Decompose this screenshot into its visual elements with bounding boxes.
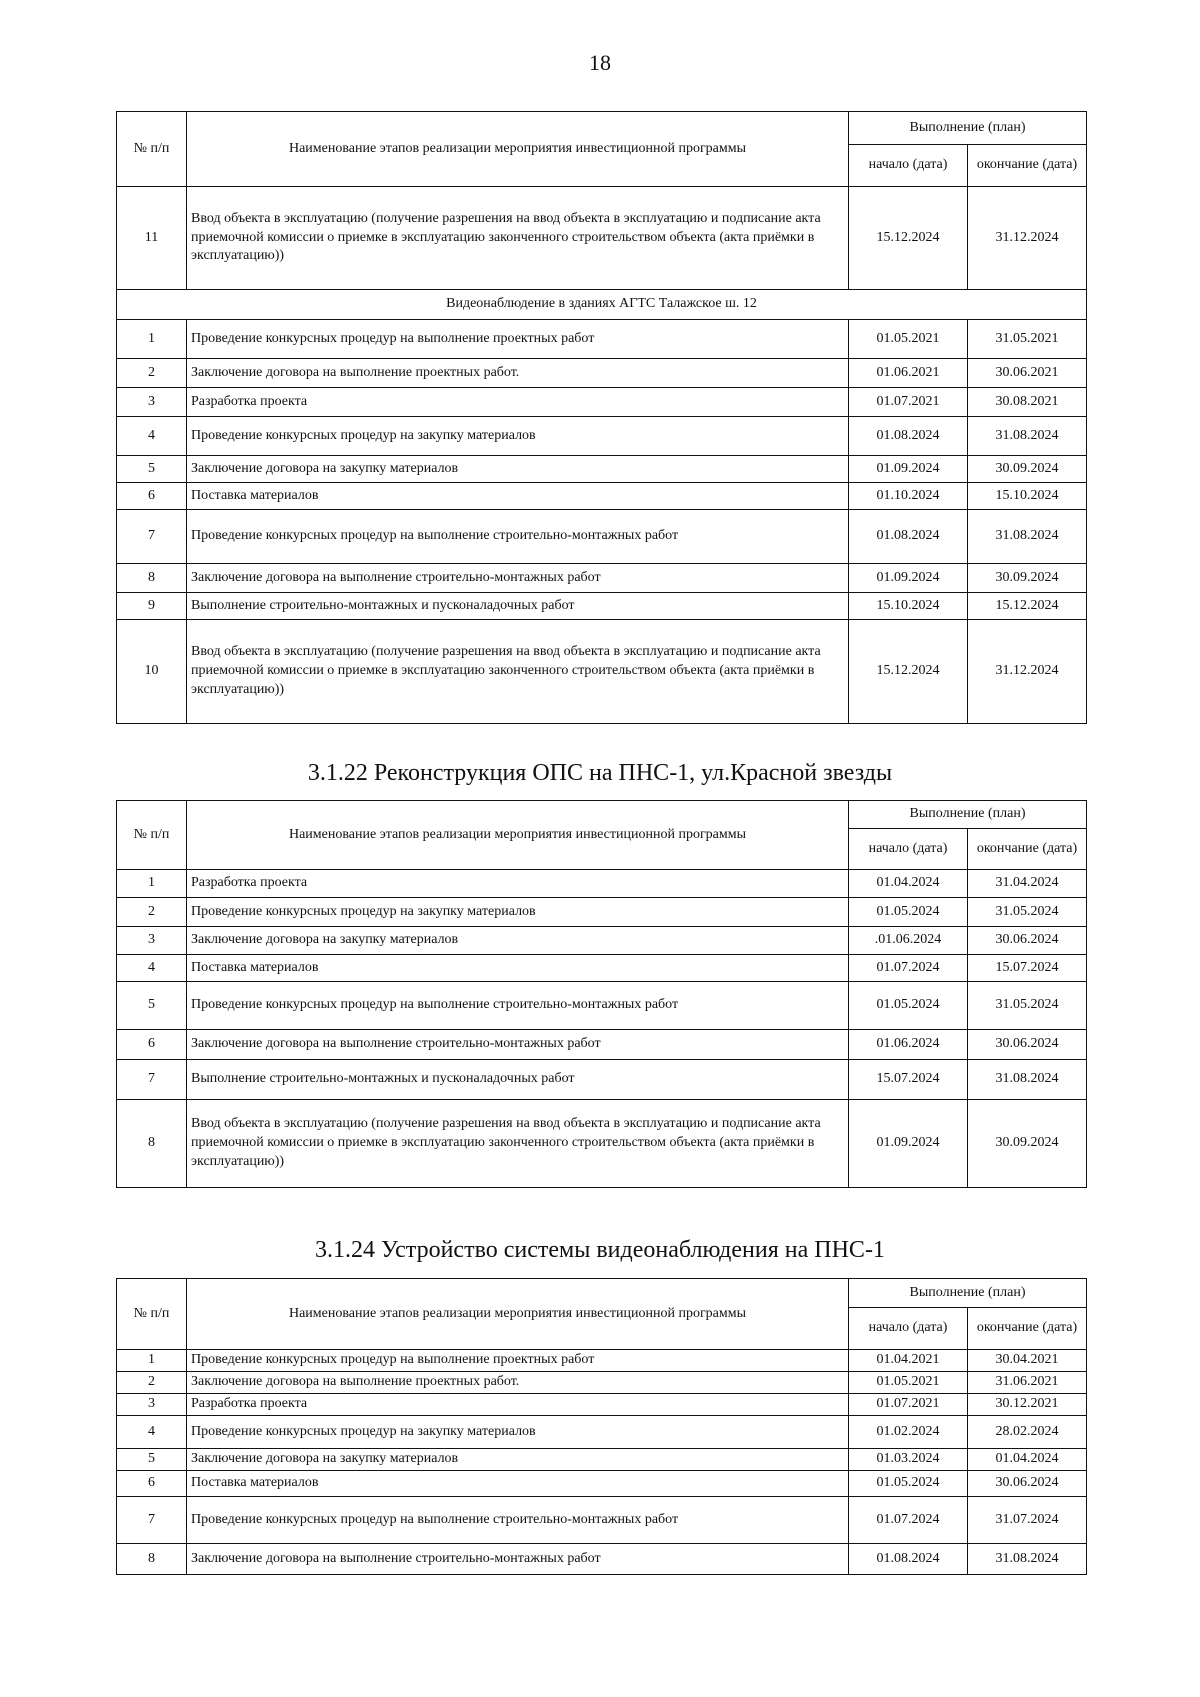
- row-number: 6: [117, 1471, 187, 1497]
- row-number: 2: [117, 1372, 187, 1394]
- start-date: 01.05.2024: [849, 898, 968, 927]
- start-date: 01.05.2021: [849, 1372, 968, 1394]
- row-number: 9: [117, 593, 187, 620]
- stages-table-ops-reconstruction: [116, 800, 1087, 1188]
- section-title: 3.1.24 Устройство системы видеонаблюдения на ПНС-1: [315, 1237, 885, 1263]
- start-date: 01.07.2021: [849, 1394, 968, 1416]
- row-number: 3: [117, 1394, 187, 1416]
- group-title: Видеонаблюдение в зданиях АГТС Талажское ш. 12: [117, 290, 1087, 320]
- col-header-no: № п/п: [117, 801, 187, 870]
- row-number: 2: [117, 898, 187, 927]
- row-number: 1: [117, 320, 187, 359]
- table-row: [117, 898, 1087, 927]
- stage-name: Проведение конкурсных процедур на выполнение проектных работ: [187, 320, 849, 359]
- table-row: [117, 1060, 1087, 1100]
- stage-name: Заключение договора на закупку материалов: [187, 456, 849, 483]
- end-date: 31.08.2024: [968, 510, 1087, 564]
- stage-name: Ввод объекта в эксплуатацию (получение разрешения на ввод объекта в эксплуатацию и подписание акта приемочной комиссии о приемке в эксплуатацию законченного строительством объекта (акта приёмки в эксплуатацию)): [187, 1100, 849, 1188]
- stage-name: Заключение договора на закупку материалов: [187, 927, 849, 955]
- table-row: [117, 564, 1087, 593]
- end-date: 15.07.2024: [968, 955, 1087, 982]
- table-row: [117, 1416, 1087, 1449]
- start-date: 01.08.2024: [849, 510, 968, 564]
- col-header-execution: Выполнение (план): [849, 112, 1087, 145]
- end-date: 31.12.2024: [968, 620, 1087, 724]
- stage-name: Проведение конкурсных процедур на выполнение проектных работ: [187, 1350, 849, 1372]
- end-date: 31.05.2024: [968, 982, 1087, 1030]
- table-row: [117, 417, 1087, 456]
- end-date: 31.06.2021: [968, 1372, 1087, 1394]
- row-number: 1: [117, 870, 187, 898]
- stage-name: Заключение договора на выполнение строительно-монтажных работ: [187, 1544, 849, 1575]
- table-row: [117, 1372, 1087, 1394]
- row-number: 4: [117, 1416, 187, 1449]
- table-row: [117, 456, 1087, 483]
- table-row: [117, 1350, 1087, 1372]
- start-date: 01.06.2021: [849, 359, 968, 388]
- col-header-no: № п/п: [117, 112, 187, 187]
- end-date: 31.07.2024: [968, 1497, 1087, 1544]
- start-date: 01.08.2024: [849, 1544, 968, 1575]
- table-row: [117, 187, 1087, 290]
- col-header-name: Наименование этапов реализации мероприятия инвестиционной программы: [187, 1279, 849, 1350]
- start-date: 15.12.2024: [849, 187, 968, 290]
- start-date: 01.06.2024: [849, 1030, 968, 1060]
- row-number: 7: [117, 1060, 187, 1100]
- start-date: 01.07.2021: [849, 388, 968, 417]
- table-row: [117, 388, 1087, 417]
- row-number: 4: [117, 417, 187, 456]
- stage-name: Проведение конкурсных процедур на закупку материалов: [187, 417, 849, 456]
- stage-name: Заключение договора на закупку материалов: [187, 1449, 849, 1471]
- end-date: 28.02.2024: [968, 1416, 1087, 1449]
- group-row: [117, 290, 1087, 320]
- row-number: 5: [117, 982, 187, 1030]
- stage-name: Разработка проекта: [187, 388, 849, 417]
- table-row: [117, 955, 1087, 982]
- table-row: [117, 1394, 1087, 1416]
- table-row: [117, 927, 1087, 955]
- start-date: 01.09.2024: [849, 456, 968, 483]
- stage-name: Поставка материалов: [187, 1471, 849, 1497]
- end-date: 31.08.2024: [968, 417, 1087, 456]
- stage-name: Поставка материалов: [187, 955, 849, 982]
- stage-name: Заключение договора на выполнение строительно-монтажных работ: [187, 1030, 849, 1060]
- col-header-execution: Выполнение (план): [849, 1279, 1087, 1308]
- row-number: 7: [117, 1497, 187, 1544]
- start-date: .01.06.2024: [849, 927, 968, 955]
- start-date: 01.04.2021: [849, 1350, 968, 1372]
- table-row: [117, 510, 1087, 564]
- col-header-name: Наименование этапов реализации мероприятия инвестиционной программы: [187, 112, 849, 187]
- end-date: 30.09.2024: [968, 564, 1087, 593]
- end-date: 30.12.2021: [968, 1394, 1087, 1416]
- start-date: 01.07.2024: [849, 955, 968, 982]
- start-date: 01.08.2024: [849, 417, 968, 456]
- start-date: 01.09.2024: [849, 564, 968, 593]
- start-date: 15.10.2024: [849, 593, 968, 620]
- col-header-start: начало (дата): [849, 1308, 968, 1350]
- start-date: 01.09.2024: [849, 1100, 968, 1188]
- end-date: 30.06.2024: [968, 1471, 1087, 1497]
- stage-name: Разработка проекта: [187, 1394, 849, 1416]
- end-date: 31.12.2024: [968, 187, 1087, 290]
- start-date: 15.07.2024: [849, 1060, 968, 1100]
- section-title: 3.1.22 Реконструкция ОПС на ПНС-1, ул.Красной звезды: [307, 760, 893, 786]
- start-date: 01.03.2024: [849, 1449, 968, 1471]
- row-number: 5: [117, 456, 187, 483]
- col-header-start: начало (дата): [849, 145, 968, 187]
- end-date: 30.04.2021: [968, 1350, 1087, 1372]
- col-header-end: окончание (дата): [968, 1308, 1087, 1350]
- row-number: 7: [117, 510, 187, 564]
- start-date: 15.12.2024: [849, 620, 968, 724]
- end-date: 30.06.2021: [968, 359, 1087, 388]
- row-number: 8: [117, 1100, 187, 1188]
- table-row: [117, 1100, 1087, 1188]
- row-number: 10: [117, 620, 187, 724]
- table-row: [117, 320, 1087, 359]
- col-header-name: Наименование этапов реализации мероприятия инвестиционной программы: [187, 801, 849, 870]
- stage-name: Выполнение строительно-монтажных и пусконаладочных работ: [187, 1060, 849, 1100]
- row-number: 3: [117, 388, 187, 417]
- col-header-execution: Выполнение (план): [849, 801, 1087, 829]
- table-row: [117, 620, 1087, 724]
- col-header-no: № п/п: [117, 1279, 187, 1350]
- end-date: 30.09.2024: [968, 456, 1087, 483]
- start-date: 01.05.2024: [849, 982, 968, 1030]
- table-row: [117, 483, 1087, 510]
- start-date: 01.04.2024: [849, 870, 968, 898]
- end-date: 15.10.2024: [968, 483, 1087, 510]
- table-row: [117, 870, 1087, 898]
- stage-name: Разработка проекта: [187, 870, 849, 898]
- row-number: 2: [117, 359, 187, 388]
- start-date: 01.05.2021: [849, 320, 968, 359]
- table-row: [117, 1030, 1087, 1060]
- end-date: 31.08.2024: [968, 1544, 1087, 1575]
- end-date: 31.05.2024: [968, 898, 1087, 927]
- row-number: 6: [117, 1030, 187, 1060]
- end-date: 31.04.2024: [968, 870, 1087, 898]
- stage-name: Проведение конкурсных процедур на выполнение строительно-монтажных работ: [187, 982, 849, 1030]
- start-date: 01.10.2024: [849, 483, 968, 510]
- stage-name: Проведение конкурсных процедур на выполнение строительно-монтажных работ: [187, 1497, 849, 1544]
- end-date: 31.05.2021: [968, 320, 1087, 359]
- stage-name: Заключение договора на выполнение проектных работ.: [187, 359, 849, 388]
- end-date: 30.06.2024: [968, 927, 1087, 955]
- stages-table-continued: [116, 111, 1087, 724]
- stage-name: Ввод объекта в эксплуатацию (получение разрешения на ввод объекта в эксплуатацию и подписание акта приемочной комиссии о приемке в эксплуатацию законченного строительством объекта (акта приёмки в эксплуатацию)): [187, 187, 849, 290]
- end-date: 01.04.2024: [968, 1449, 1087, 1471]
- table-row: [117, 1449, 1087, 1471]
- row-number: 3: [117, 927, 187, 955]
- table-row: [117, 359, 1087, 388]
- row-number: 4: [117, 955, 187, 982]
- stage-name: Выполнение строительно-монтажных и пусконаладочных работ: [187, 593, 849, 620]
- row-number: 1: [117, 1350, 187, 1372]
- end-date: 15.12.2024: [968, 593, 1087, 620]
- col-header-end: окончание (дата): [968, 145, 1087, 187]
- table-row: [117, 1497, 1087, 1544]
- row-number: 8: [117, 564, 187, 593]
- table-row: [117, 1471, 1087, 1497]
- stage-name: Проведение конкурсных процедур на выполнение строительно-монтажных работ: [187, 510, 849, 564]
- page-number: 18: [589, 50, 611, 75]
- stage-name: Проведение конкурсных процедур на закупку материалов: [187, 898, 849, 927]
- row-number: 6: [117, 483, 187, 510]
- end-date: 31.08.2024: [968, 1060, 1087, 1100]
- table-row: [117, 1544, 1087, 1575]
- stage-name: Поставка материалов: [187, 483, 849, 510]
- stage-name: Заключение договора на выполнение строительно-монтажных работ: [187, 564, 849, 593]
- table-row: [117, 593, 1087, 620]
- stage-name: Проведение конкурсных процедур на закупку материалов: [187, 1416, 849, 1449]
- col-header-end: окончание (дата): [968, 829, 1087, 870]
- start-date: 01.05.2024: [849, 1471, 968, 1497]
- end-date: 30.08.2021: [968, 388, 1087, 417]
- start-date: 01.02.2024: [849, 1416, 968, 1449]
- start-date: 01.07.2024: [849, 1497, 968, 1544]
- stage-name: Заключение договора на выполнение проектных работ.: [187, 1372, 849, 1394]
- end-date: 30.06.2024: [968, 1030, 1087, 1060]
- stages-table-video-surveillance: [116, 1278, 1087, 1575]
- row-number: 11: [117, 187, 187, 290]
- row-number: 5: [117, 1449, 187, 1471]
- row-number: 8: [117, 1544, 187, 1575]
- table-row: [117, 982, 1087, 1030]
- col-header-start: начало (дата): [849, 829, 968, 870]
- stage-name: Ввод объекта в эксплуатацию (получение разрешения на ввод объекта в эксплуатацию и подписание акта приемочной комиссии о приемке в эксплуатацию законченного строительством объекта (акта приёмки в эксплуатацию)): [187, 620, 849, 724]
- end-date: 30.09.2024: [968, 1100, 1087, 1188]
